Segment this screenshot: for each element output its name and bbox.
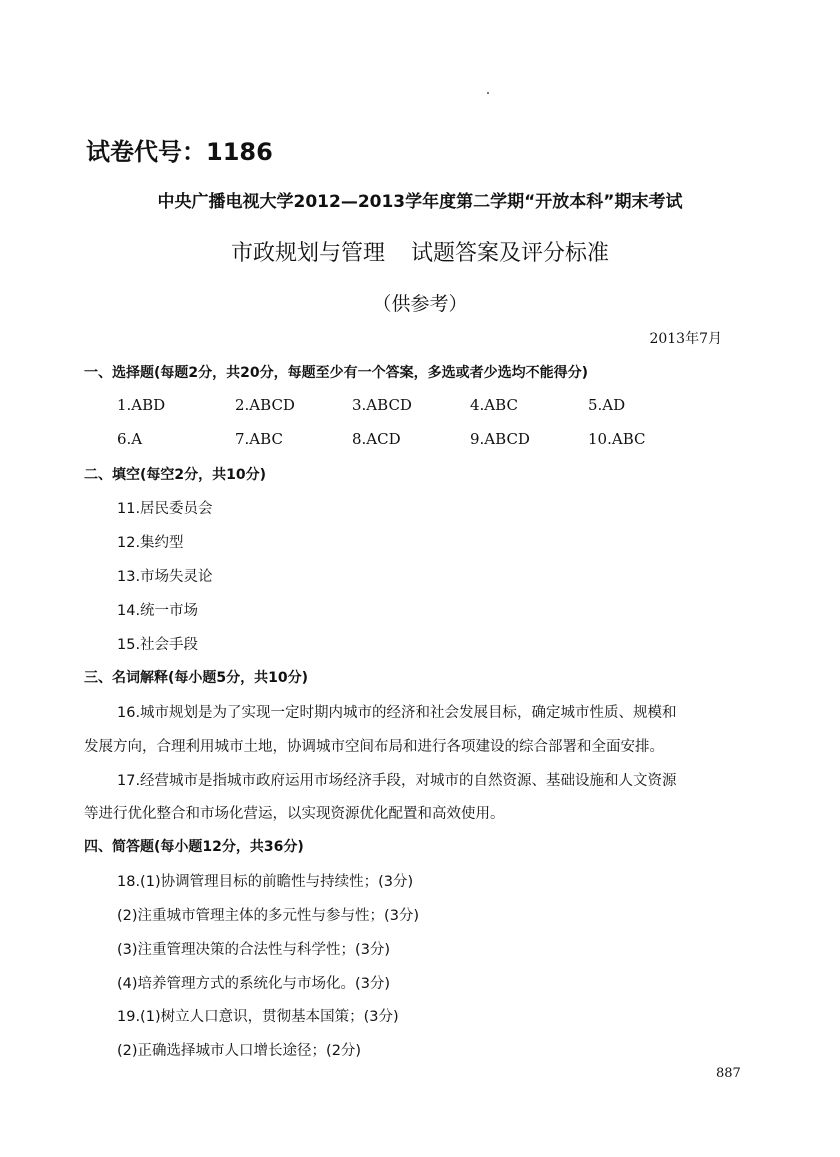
paragraph-line: 发展方向，合理利用城市土地，协调城市空间布局和进行各项建设的综合部署和全面安排。: [84, 739, 664, 755]
list-item: (4)培养管理方式的系统化与市场化。(3分): [117, 976, 391, 992]
list-item: 19.(1)树立人口意识，贯彻基本国策；(3分): [117, 1009, 399, 1025]
answer-item: 8.ACD: [352, 430, 401, 448]
answer-item: 1.ABD: [117, 396, 166, 414]
answer-item: 2.ABCD: [235, 396, 295, 414]
list-item: (2)注重城市管理主体的多元性与参与性；(3分): [117, 908, 420, 924]
reference-note: （供参考）: [372, 293, 468, 315]
answer-item: 4.ABC: [470, 396, 518, 414]
answer-item: 9.ABCD: [470, 430, 530, 448]
answer-item: 3.ABCD: [352, 396, 412, 414]
exam-title: 中央广播电视大学2012—2013学年度第二学期“开放本科”期末考试: [157, 192, 683, 212]
exam-date: 2013年7月: [649, 331, 722, 347]
list-item: 14.统一市场: [117, 603, 199, 619]
list-item: 12.集约型: [117, 535, 184, 551]
list-item: (3)注重管理决策的合法性与科学性；(3分): [117, 942, 391, 958]
list-item: 18.(1)协调管理目标的前瞻性与持续性；(3分): [117, 874, 414, 890]
section-heading-fill-in: 二、填空(每空2分，共10分): [84, 467, 267, 483]
answer-item: 6.A: [117, 430, 143, 448]
paragraph-line: 16.城市规划是为了实现一定时期内城市的经济和社会发展目标，确定城市性质、规模和: [117, 705, 677, 721]
answer-item: 10.ABC: [588, 430, 646, 448]
document-type: 试题答案及评分标准: [411, 241, 610, 266]
paragraph-line: 等进行优化整合和市场化营运，以实现资源优化配置和高效使用。: [84, 806, 505, 822]
section-heading-short-answer: 四、简答题(每小题12分，共36分): [84, 839, 304, 855]
paragraph-line: 17.经营城市是指城市政府运用市场经济手段，对城市的自然资源、基础设施和人文资源: [117, 773, 677, 789]
answer-item: 7.ABC: [235, 430, 283, 448]
list-item: 13.市场失灵论: [117, 569, 213, 585]
list-item: (2)正确选择城市人口增长途径；(2分): [117, 1043, 362, 1059]
section-heading-definitions: 三、名词解释(每小题5分，共10分): [84, 670, 309, 686]
scan-speck: [487, 92, 489, 94]
answer-item: 5.AD: [588, 396, 626, 414]
subject-title: [0, 236, 840, 267]
paper-code: 试卷代号：1186: [86, 138, 273, 166]
section-heading-multiple-choice: 一、选择题(每题2分，共20分，每题至少有一个答案，多选或者少选均不能得分): [84, 365, 589, 381]
list-item: 15.社会手段: [117, 637, 199, 653]
list-item: 11.居民委员会: [117, 501, 213, 517]
page-number: 887: [716, 1066, 741, 1081]
subject-name: 市政规划与管理: [230, 241, 385, 266]
